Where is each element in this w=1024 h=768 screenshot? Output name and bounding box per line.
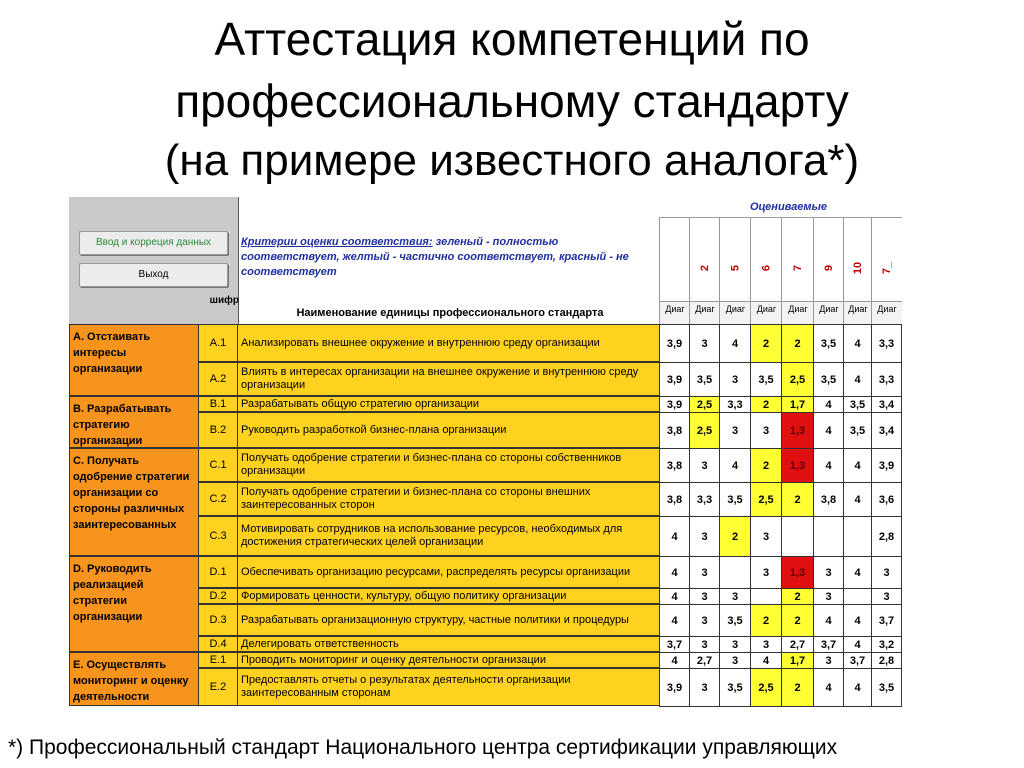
score-cell[interactable]: 3,7: [843, 652, 872, 669]
score-cell[interactable]: 3,5: [843, 412, 872, 449]
code-column-header: шифр: [209, 295, 239, 306]
slide-title: [0, 8, 1024, 190]
score-cell[interactable]: 3: [719, 412, 751, 449]
evaluatee-header: [689, 217, 720, 302]
evaluatee-header: [781, 217, 814, 302]
score-cell[interactable]: 3: [813, 652, 844, 669]
unit-code: C.3: [198, 516, 238, 556]
criteria-legend: [241, 235, 651, 280]
edit-data-button[interactable]: Ввод и корреция данных: [79, 231, 228, 255]
evaluatee-number: 10: [852, 261, 864, 275]
score-cell[interactable]: 3,6: [871, 482, 902, 517]
score-cell[interactable]: 2: [750, 396, 782, 413]
evaluatee-number: 6: [760, 264, 773, 272]
evaluatee-header: [843, 217, 872, 302]
score-cell[interactable]: 4: [813, 412, 844, 449]
score-cell[interactable]: 2,8: [871, 516, 902, 557]
score-cell[interactable]: 3,5: [750, 362, 782, 397]
evaluatee-header: [871, 217, 902, 302]
unit-code: B.1: [198, 396, 238, 412]
score-cell[interactable]: 4: [843, 448, 872, 483]
score-cell[interactable]: 4: [843, 362, 872, 397]
score-cell[interactable]: 3,9: [659, 362, 690, 397]
score-cell[interactable]: 2: [781, 604, 814, 637]
score-cell[interactable]: 1,7: [781, 396, 814, 413]
score-cell[interactable]: 2,7: [689, 652, 720, 669]
criteria-text: зеленый - полностью соответствует, желтый - частично соответствует, красный - не соответствует: [241, 236, 629, 278]
score-cell[interactable]: 3: [689, 588, 720, 605]
evaluatee-header: [750, 217, 782, 302]
unit-name: Получать одобрение стратегии и бизнес-плана со стороны собственников организации: [237, 448, 660, 482]
score-cell[interactable]: 2: [750, 448, 782, 483]
score-cell[interactable]: 3,5: [813, 324, 844, 363]
unit-name: Разрабатывать общую стратегию организации: [237, 396, 660, 412]
score-cell[interactable]: 3,3: [689, 482, 720, 517]
score-cell[interactable]: 2: [781, 482, 814, 517]
score-cell[interactable]: 3,5: [719, 604, 751, 637]
title-line-3: (на примере известного аналога*): [164, 136, 860, 185]
evaluatee-number: 9: [823, 264, 835, 272]
unit-name: Влиять в интересах организации на внешнее окружение и внутреннюю среду организации: [237, 362, 660, 396]
unit-code: D.2: [198, 588, 238, 604]
unit-code: D.1: [198, 556, 238, 588]
diag-header: Диаг: [750, 301, 782, 324]
score-cell[interactable]: 2: [781, 588, 814, 605]
score-cell[interactable]: 3,8: [659, 482, 690, 517]
diag-header: Диаг: [843, 301, 872, 324]
score-cell[interactable]: 3: [719, 652, 751, 669]
unit-code: D.3: [198, 604, 238, 636]
evaluated-header: Оцениваемые: [749, 201, 828, 213]
score-cell[interactable]: [750, 588, 782, 605]
score-cell[interactable]: 1,3: [781, 556, 814, 589]
score-cell[interactable]: 2,8: [871, 652, 902, 669]
score-cell[interactable]: 4: [843, 668, 872, 707]
score-cell[interactable]: 3,5: [719, 668, 751, 707]
score-cell[interactable]: 3,5: [871, 668, 902, 707]
name-column-header: Наименование единицы профессионального стандарта: [296, 307, 604, 319]
unit-name: Анализировать внешнее окружение и внутреннюю среду организации: [237, 324, 660, 362]
score-cell[interactable]: 3: [750, 516, 782, 557]
score-cell[interactable]: 3: [689, 516, 720, 557]
score-cell[interactable]: 3: [689, 324, 720, 363]
score-cell[interactable]: 1,7: [781, 652, 814, 669]
score-cell[interactable]: 4: [659, 652, 690, 669]
score-cell[interactable]: [843, 588, 872, 605]
unit-code: E.1: [198, 652, 238, 668]
score-cell[interactable]: 4: [813, 396, 844, 413]
criteria-label: Критерии оценки соответствия:: [241, 236, 433, 248]
score-cell[interactable]: 3: [750, 412, 782, 449]
title-line-1: Аттестация компетенций по: [214, 13, 810, 65]
score-cell[interactable]: 3: [871, 556, 902, 589]
score-cell[interactable]: 2,7: [781, 636, 814, 653]
score-cell[interactable]: [843, 516, 872, 557]
diag-header: Диаг: [719, 301, 751, 324]
unit-name: Руководить разработкой бизнес-плана организации: [237, 412, 660, 448]
score-cell[interactable]: 3: [813, 556, 844, 589]
score-cell[interactable]: 2: [781, 668, 814, 707]
score-cell[interactable]: 2,5: [689, 412, 720, 449]
score-cell[interactable]: 3,4: [871, 396, 902, 413]
score-cell[interactable]: 3,2: [871, 636, 902, 653]
score-cell[interactable]: 2: [750, 324, 782, 363]
diag-header: Диаг: [813, 301, 844, 324]
score-cell[interactable]: 4: [750, 652, 782, 669]
competency-group: B. Разрабатывать стратегию организации: [69, 396, 199, 448]
score-cell[interactable]: 4: [719, 448, 751, 483]
evaluatee-number: 2: [699, 264, 711, 272]
score-cell[interactable]: 3,7: [813, 636, 844, 653]
score-cell[interactable]: 1,3: [781, 412, 814, 449]
score-cell[interactable]: 3,5: [843, 396, 872, 413]
score-cell[interactable]: 3,3: [871, 362, 902, 397]
score-cell[interactable]: 4: [843, 636, 872, 653]
score-cell[interactable]: 3: [689, 556, 720, 589]
diag-header: Диаг: [781, 301, 814, 324]
unit-code: D.4: [198, 636, 238, 652]
unit-code: C.1: [198, 448, 238, 482]
score-cell[interactable]: 2: [781, 324, 814, 363]
score-cell[interactable]: 2,5: [750, 482, 782, 517]
score-cell[interactable]: 3,3: [871, 324, 902, 363]
unit-name: Мотивировать сотрудников на использование ресурсов, необходимых для достижения стратегических целей организации: [237, 516, 660, 556]
score-cell[interactable]: 3: [689, 636, 720, 653]
score-cell[interactable]: [781, 516, 814, 557]
score-cell[interactable]: 3,8: [813, 482, 844, 517]
score-cell[interactable]: 3: [750, 556, 782, 589]
score-cell[interactable]: 3,7: [871, 604, 902, 637]
score-cell[interactable]: 3: [813, 588, 844, 605]
score-cell[interactable]: 3,3: [719, 396, 751, 413]
evaluatee-number: 7: [792, 264, 804, 272]
title-line-2: профессиональному стандарту: [175, 75, 849, 127]
score-cell[interactable]: 4: [843, 482, 872, 517]
score-cell[interactable]: 3,9: [871, 448, 902, 483]
spreadsheet: [69, 197, 920, 732]
exit-button[interactable]: Выход: [79, 263, 228, 287]
evaluatee-header: [719, 217, 751, 302]
score-cell[interactable]: 3: [750, 636, 782, 653]
unit-name: Получать одобрение стратегии и бизнес-плана со стороны внешних заинтересованных сторон: [237, 482, 660, 516]
score-cell[interactable]: 3,8: [659, 448, 690, 483]
score-cell[interactable]: 1,3: [781, 448, 814, 483]
unit-code: A.1: [198, 324, 238, 362]
score-cell[interactable]: 2,5: [689, 396, 720, 413]
score-cell[interactable]: 4: [813, 604, 844, 637]
score-cell[interactable]: 3: [719, 636, 751, 653]
score-cell[interactable]: 3: [871, 588, 902, 605]
evaluatee-number: 5: [729, 264, 742, 272]
score-cell[interactable]: 3: [719, 362, 751, 397]
score-cell[interactable]: 3,5: [719, 482, 751, 517]
score-cell[interactable]: 4: [719, 324, 751, 363]
score-cell[interactable]: 3,9: [659, 668, 690, 707]
diag-header: Диаг: [871, 301, 902, 324]
unit-name: Формировать ценности, культуру, общую политику организации: [237, 588, 660, 604]
diag-header: Диаг: [659, 301, 690, 324]
score-cell[interactable]: 4: [659, 588, 690, 605]
score-cell[interactable]: 3: [689, 448, 720, 483]
score-cell[interactable]: 3: [689, 604, 720, 637]
diag-header: Диаг: [689, 301, 720, 324]
unit-code: C.2: [198, 482, 238, 516]
score-cell[interactable]: 3: [719, 588, 751, 605]
score-cell[interactable]: 2,5: [750, 668, 782, 707]
footnote: *) Профессиональный стандарт Национального центра сертификации управляющих: [8, 736, 838, 759]
score-cell[interactable]: 3: [689, 668, 720, 707]
evaluatee-number: 7_: [881, 261, 893, 275]
unit-name: Обеспечивать организацию ресурсами, распределять ресурсы организации: [237, 556, 660, 588]
score-cell[interactable]: 4: [659, 604, 690, 637]
score-cell[interactable]: 3,8: [659, 412, 690, 449]
score-cell[interactable]: [813, 516, 844, 557]
unit-code: E.2: [198, 668, 238, 706]
score-cell[interactable]: 4: [843, 604, 872, 637]
score-cell[interactable]: 2: [719, 516, 751, 557]
score-cell[interactable]: 4: [659, 516, 690, 557]
unit-name: Проводить мониторинг и оценку деятельности организации: [237, 652, 660, 668]
score-cell[interactable]: [719, 556, 751, 589]
score-cell[interactable]: 4: [843, 556, 872, 589]
score-cell[interactable]: 3,9: [659, 324, 690, 363]
score-cell[interactable]: 4: [843, 324, 872, 363]
competency-group: E. Осуществлять мониторинг и оценку деятельности: [69, 652, 199, 706]
evaluatee-header: [659, 217, 690, 302]
unit-name: Делегировать ответственность: [237, 636, 660, 652]
score-cell[interactable]: 2: [750, 604, 782, 637]
score-cell[interactable]: 3,7: [659, 636, 690, 653]
score-cell[interactable]: 2,5: [781, 362, 814, 397]
score-cell[interactable]: 4: [659, 556, 690, 589]
unit-name: Предоставлять отчеты о результатах деятельности организации заинтересованным сторонам: [237, 668, 660, 706]
unit-code: B.2: [198, 412, 238, 448]
competency-group: D. Руководить реализацией стратегии организации: [69, 556, 199, 652]
score-cell[interactable]: 3,5: [813, 362, 844, 397]
score-cell[interactable]: 4: [813, 448, 844, 483]
evaluatee-header: [813, 217, 844, 302]
score-cell[interactable]: 4: [813, 668, 844, 707]
competency-group: A. Отстаивать интересы организации: [69, 324, 199, 396]
competency-group: C. Получать одобрение стратегии организации со стороны различных заинтересованных: [69, 448, 199, 556]
score-cell[interactable]: 3,9: [659, 396, 690, 413]
score-cell[interactable]: 3,4: [871, 412, 902, 449]
unit-code: A.2: [198, 362, 238, 396]
unit-name: Разрабатывать организационную структуру, частные политики и процедуры: [237, 604, 660, 636]
score-cell[interactable]: 3,5: [689, 362, 720, 397]
